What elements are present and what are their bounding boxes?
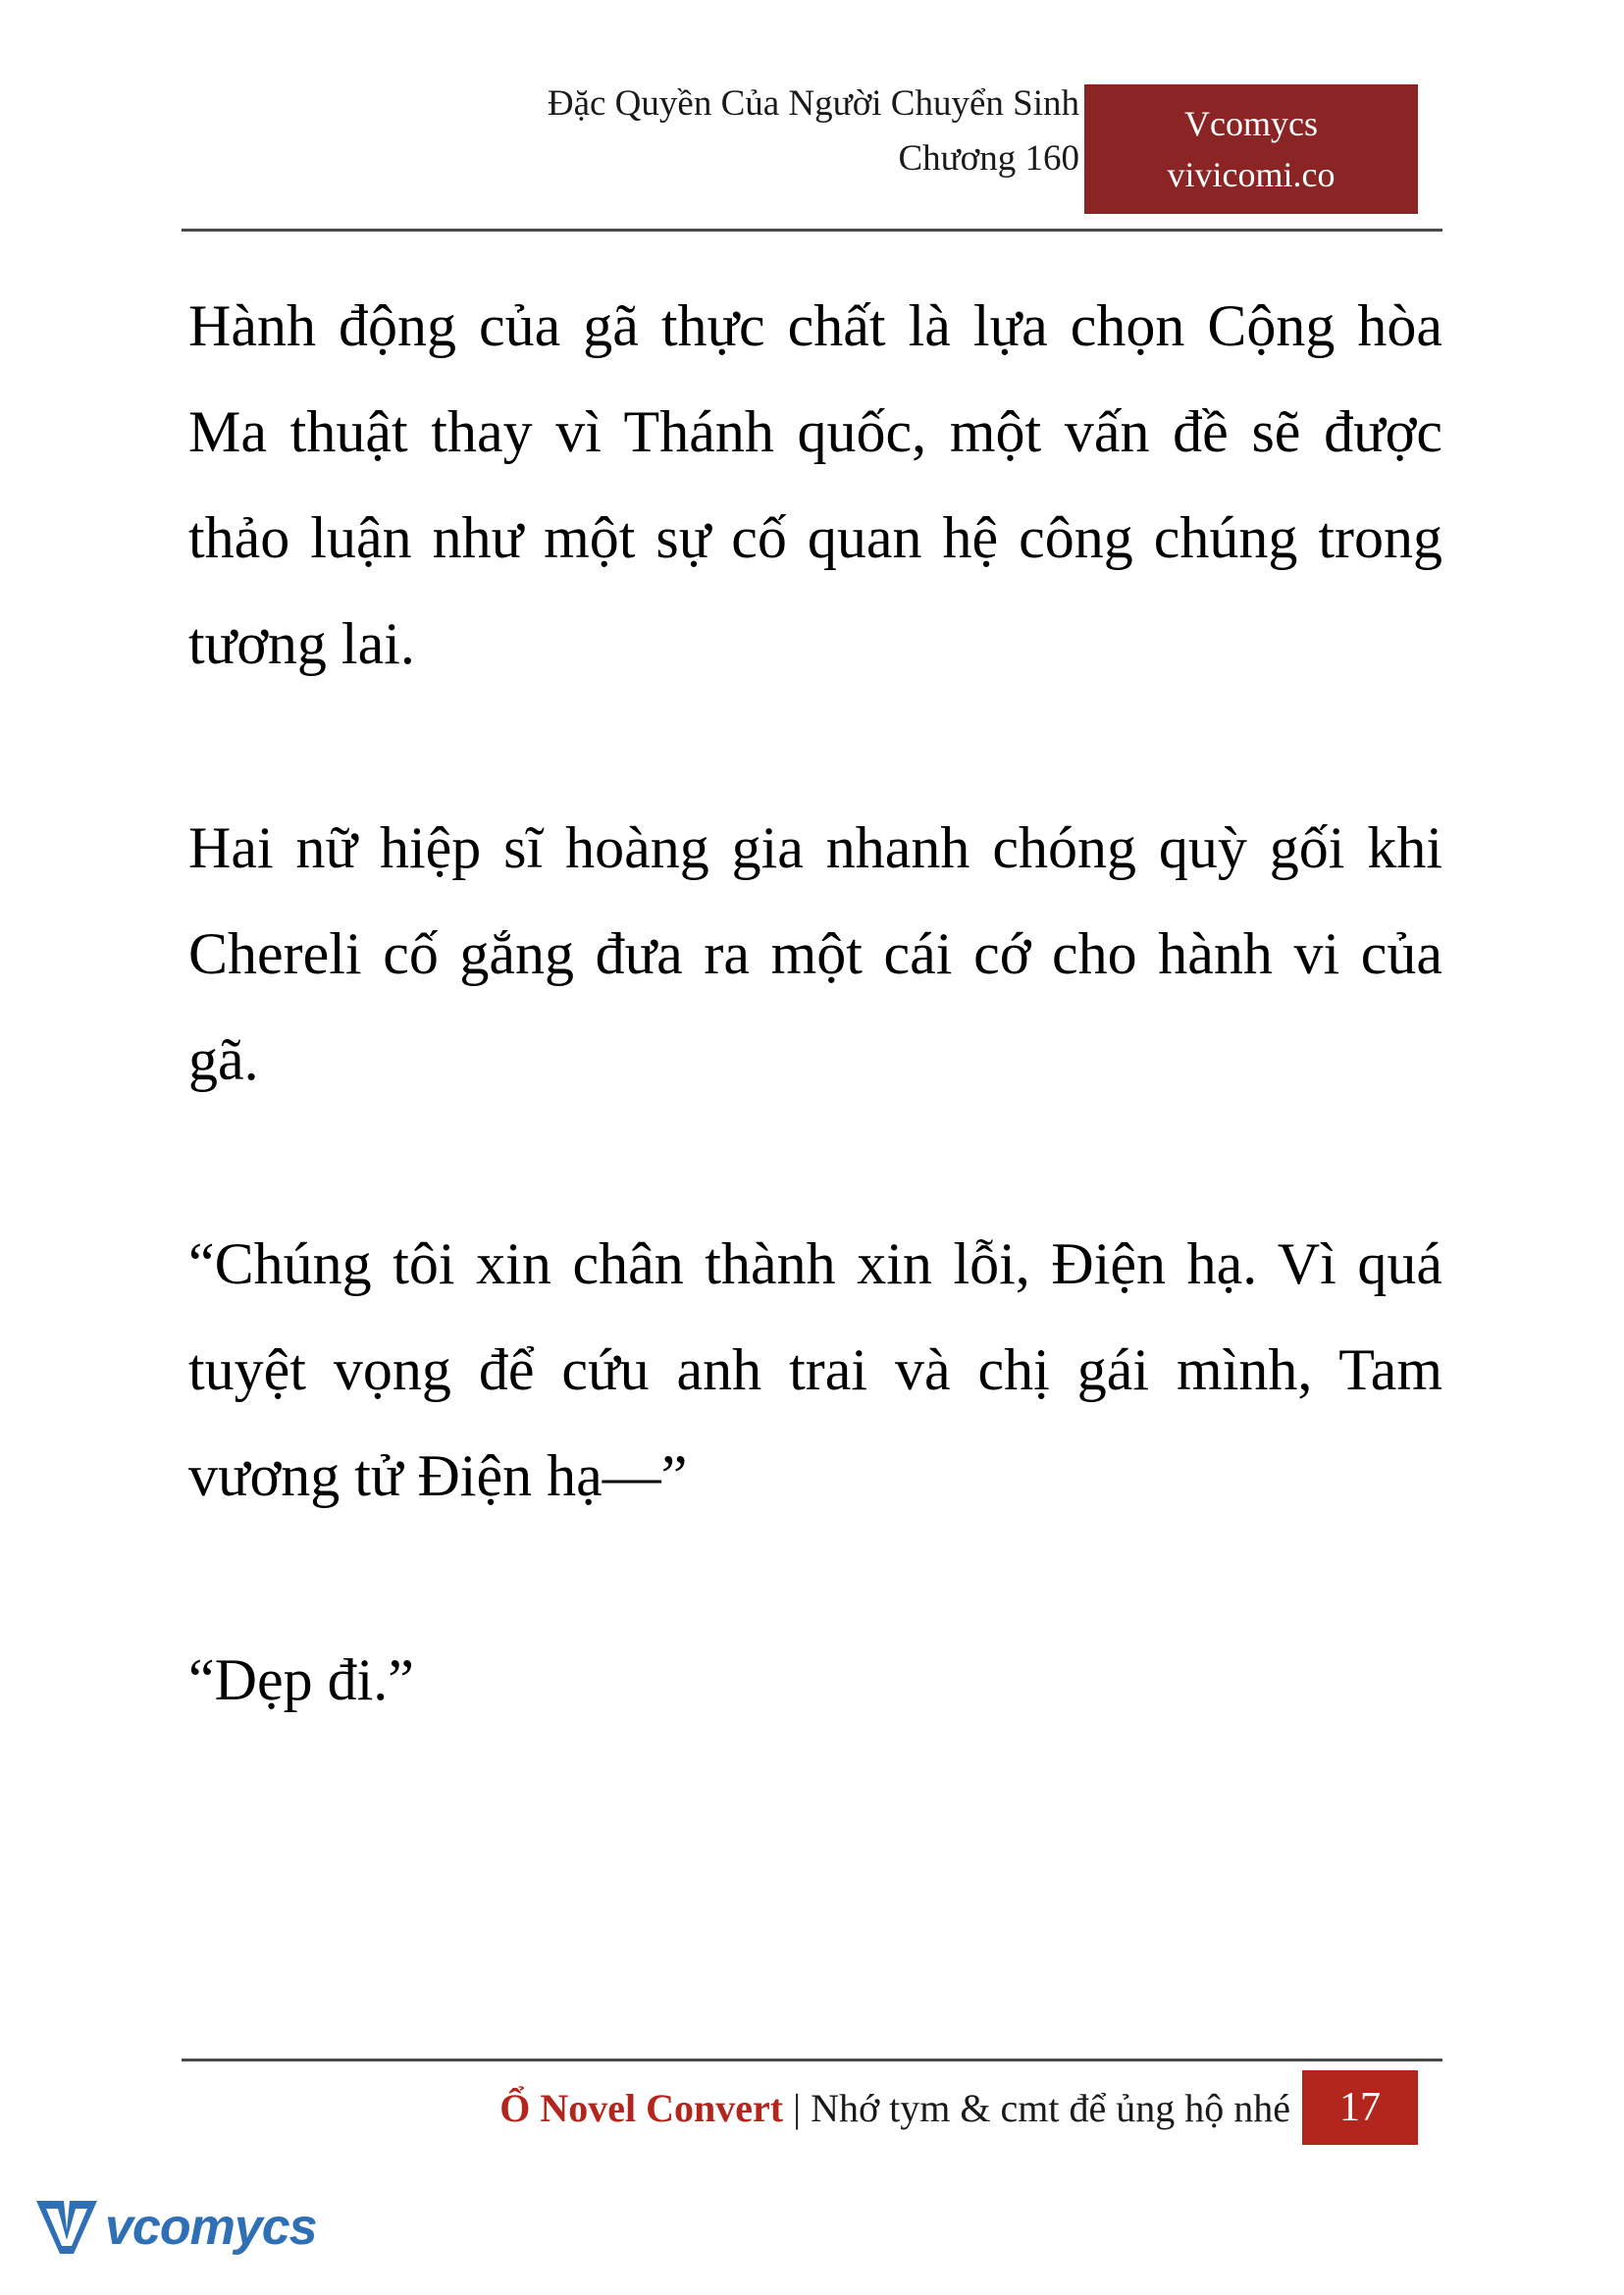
vcomycs-mark-icon [34, 2197, 99, 2258]
header-title-block [548, 77, 1079, 186]
paragraph: “Chúng tôi xin chân thành xin lỗi, Điện hạ. Vì quá tuyệt vọng để cứu anh trai và chị gái mình, Tam vương tử Điện hạ—” [188, 1231, 1442, 1508]
page-content [188, 273, 1442, 1733]
watermark-logo [34, 2186, 317, 2269]
page-number-badge: 17 [1302, 2070, 1418, 2145]
footer-separator: | [793, 2085, 802, 2130]
paragraph: Hành động của gã thực chất là lựa chọn Cộng hòa Ma thuật thay vì Thánh quốc, một vấn đề sẽ được thảo luận như một sự cố quan hệ công chúng trong tương lai. [188, 293, 1442, 676]
page-header [182, 77, 1442, 226]
brand-badge [1084, 84, 1418, 214]
footer-credit [499, 2070, 1290, 2145]
paragraph: “Dẹp đi.” [188, 1647, 414, 1712]
footer-brand: Ổ Novel Convert [499, 2085, 784, 2130]
brand-url: vivicomi.co [1167, 155, 1336, 194]
book-title: Đặc Quyền Của Người Chuyển Sinh [547, 83, 1079, 124]
footer-divider [182, 2059, 1442, 2061]
footer-note: Nhớ tym & cmt để ủng hộ nhé [811, 2085, 1290, 2130]
page-footer [182, 2070, 1442, 2145]
chapter-title: Chương 160 [898, 138, 1079, 179]
header-divider [182, 229, 1442, 232]
brand-name: Vcomycs [1184, 104, 1318, 143]
watermark-text: vcomycs [105, 2199, 317, 2256]
paragraph: Hai nữ hiệp sĩ hoàng gia nhanh chóng quỳ gối khi Chereli cố gắng đưa ra một cái cớ cho hành vi của gã. [188, 815, 1442, 1092]
